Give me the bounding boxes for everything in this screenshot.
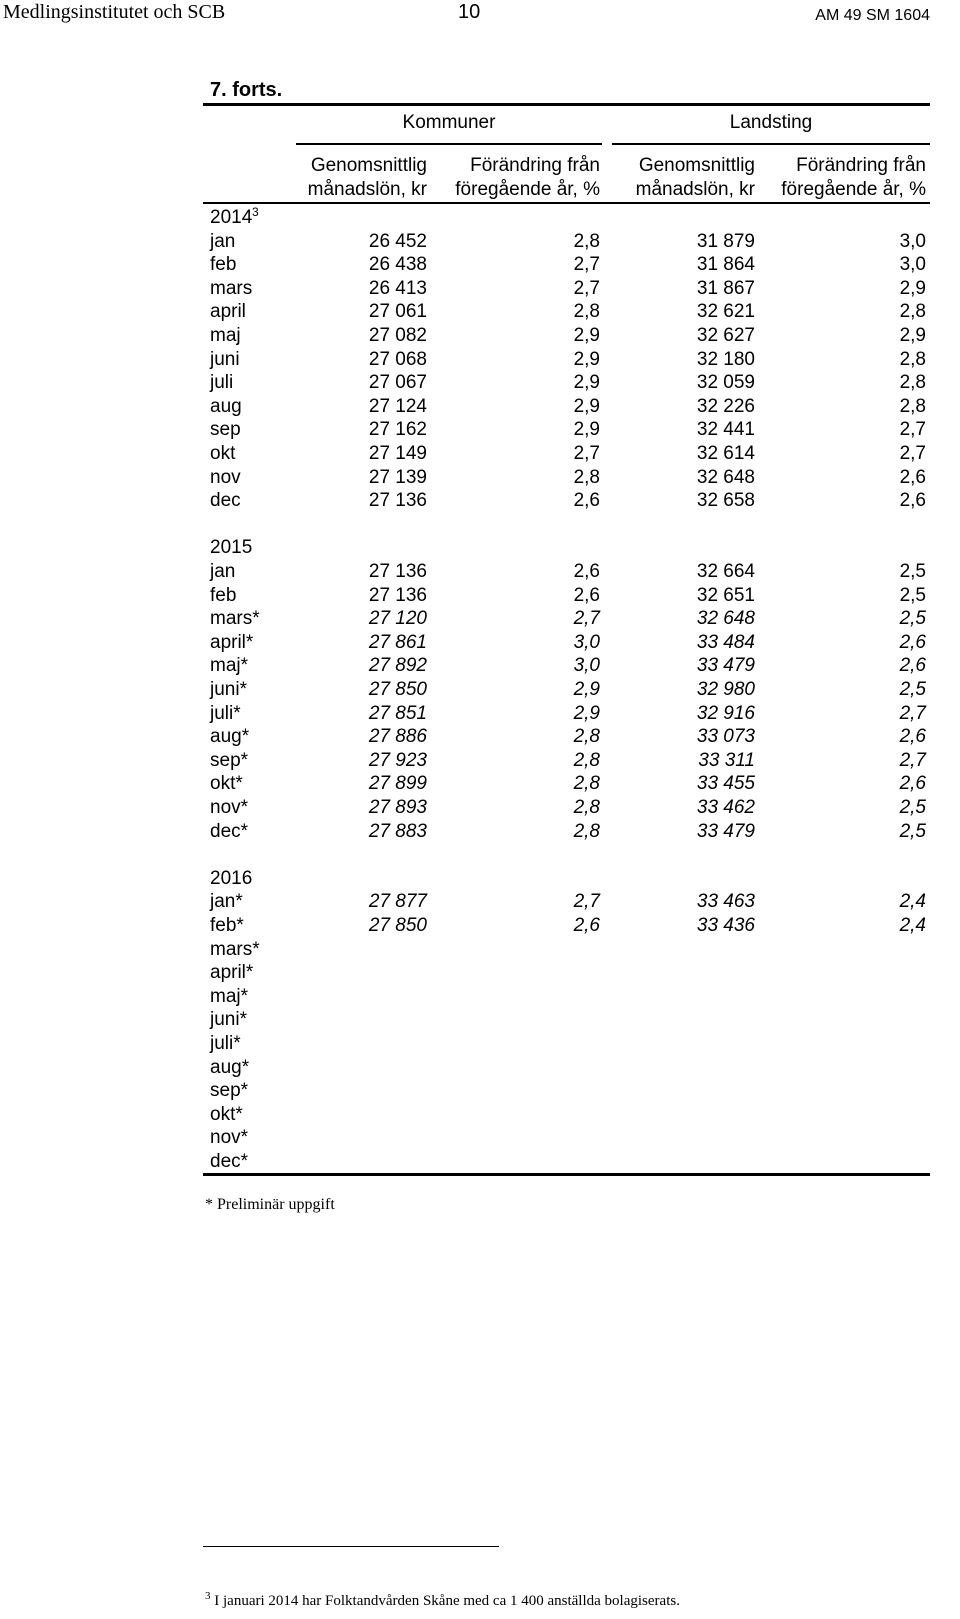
col-header-line-1: Genomsnittlig bbox=[310, 155, 427, 176]
month-label: okt bbox=[210, 443, 236, 464]
table-row bbox=[0, 914, 960, 938]
kommuner-salary-cell: 27 923 bbox=[368, 749, 427, 771]
page-number: 10 bbox=[458, 1, 481, 23]
kommuner-change-cell: 2,7 bbox=[573, 608, 600, 630]
kommuner-salary-cell: 27 850 bbox=[368, 679, 427, 700]
month-label: jan bbox=[210, 561, 236, 582]
kommuner-change-cell: 2,8 bbox=[573, 230, 600, 252]
landsting-salary-cell: 32 226 bbox=[696, 395, 755, 417]
col-header-kommuner-salary bbox=[308, 154, 427, 202]
kommuner-change-cell: 2,8 bbox=[573, 466, 600, 488]
year-row bbox=[0, 867, 960, 891]
landsting-salary-cell: 31 867 bbox=[696, 277, 755, 299]
footnote-marker: 3 bbox=[205, 1590, 211, 1602]
landsting-change-cell: 3,0 bbox=[899, 230, 926, 252]
landsting-salary-cell: 32 916 bbox=[696, 702, 755, 724]
col-header-line-2: månadslön, kr bbox=[635, 179, 755, 200]
kommuner-salary-cell: 27 877 bbox=[368, 891, 427, 913]
landsting-change-cell: 2,6 bbox=[899, 726, 926, 748]
month-label: april* bbox=[210, 962, 254, 984]
landsting-change-cell: 3,0 bbox=[899, 254, 926, 276]
table-row bbox=[0, 442, 960, 466]
month-label: april bbox=[210, 301, 246, 323]
month-label: sep bbox=[210, 419, 241, 441]
year-row bbox=[0, 206, 960, 230]
table-row bbox=[0, 607, 960, 631]
table-row bbox=[0, 230, 960, 254]
month-label: feb bbox=[210, 254, 237, 276]
month-label: juli* bbox=[210, 702, 241, 724]
footnote-separator bbox=[203, 1546, 499, 1547]
month-label: feb* bbox=[210, 915, 244, 936]
group-rule-kommuner bbox=[296, 143, 602, 145]
landsting-salary-cell: 32 621 bbox=[696, 301, 755, 323]
table-row bbox=[0, 371, 960, 395]
table-row bbox=[0, 1150, 960, 1174]
kommuner-change-cell: 2,6 bbox=[573, 915, 600, 936]
table-row bbox=[0, 985, 960, 1009]
landsting-salary-cell: 33 455 bbox=[696, 773, 755, 795]
landsting-change-cell: 2,4 bbox=[899, 891, 926, 913]
table-row bbox=[0, 1056, 960, 1080]
month-label: sep* bbox=[210, 1080, 249, 1102]
year-footnote-marker: 3 bbox=[252, 205, 259, 219]
landsting-salary-cell: 33 484 bbox=[696, 631, 755, 653]
month-label: dec* bbox=[210, 1151, 249, 1172]
kommuner-salary-cell: 27 067 bbox=[368, 372, 427, 394]
month-label: maj* bbox=[210, 985, 249, 1007]
header-report-id: AM 49 SM 1604 bbox=[815, 7, 930, 24]
col-header-line-1: Förändring från bbox=[470, 155, 600, 176]
month-label: okt* bbox=[210, 773, 243, 795]
kommuner-salary-cell: 27 136 bbox=[368, 490, 427, 512]
landsting-change-cell: 2,8 bbox=[899, 348, 926, 370]
landsting-change-cell: 2,7 bbox=[899, 749, 926, 771]
month-label: sep* bbox=[210, 749, 249, 771]
month-label: mars* bbox=[210, 608, 260, 630]
kommuner-salary-cell: 26 413 bbox=[368, 277, 427, 299]
month-label: aug bbox=[210, 395, 242, 417]
col-header-line-1: Genomsnittlig bbox=[638, 155, 755, 176]
kommuner-salary-cell: 27 149 bbox=[368, 443, 427, 464]
table-header-rule bbox=[203, 202, 930, 204]
kommuner-salary-cell: 27 136 bbox=[368, 584, 427, 606]
landsting-change-cell: 2,7 bbox=[899, 443, 926, 464]
table-row bbox=[0, 300, 960, 324]
table-bottom-rule bbox=[203, 1173, 930, 1176]
landsting-change-cell: 2,6 bbox=[899, 631, 926, 653]
col-header-line-2: föregående år, % bbox=[455, 179, 600, 200]
month-label: feb bbox=[210, 584, 237, 606]
footnote-text: I januari 2014 har Folktandvården Skåne med ca 1 400 anställda bolagiserats. bbox=[210, 1593, 680, 1609]
landsting-salary-cell: 32 980 bbox=[696, 679, 755, 700]
kommuner-salary-cell: 27 068 bbox=[368, 348, 427, 370]
landsting-change-cell: 2,6 bbox=[899, 490, 926, 512]
landsting-salary-cell: 32 441 bbox=[696, 419, 755, 441]
month-label: maj bbox=[210, 325, 241, 346]
group-rule-landsting bbox=[612, 143, 930, 145]
table-row bbox=[0, 253, 960, 277]
month-label: dec* bbox=[210, 820, 249, 842]
kommuner-salary-cell: 27 124 bbox=[368, 395, 427, 417]
table-row bbox=[0, 1103, 960, 1127]
kommuner-change-cell: 2,9 bbox=[573, 702, 600, 724]
landsting-change-cell: 2,6 bbox=[899, 466, 926, 488]
month-label: juni bbox=[210, 348, 240, 370]
month-label: nov* bbox=[210, 797, 249, 818]
landsting-change-cell: 2,6 bbox=[899, 773, 926, 795]
landsting-change-cell: 2,5 bbox=[899, 797, 926, 818]
landsting-change-cell: 2,8 bbox=[899, 395, 926, 417]
landsting-salary-cell: 31 879 bbox=[696, 230, 755, 252]
kommuner-salary-cell: 27 892 bbox=[368, 655, 427, 677]
table-top-rule bbox=[203, 103, 930, 106]
table-row bbox=[0, 395, 960, 419]
footnote bbox=[205, 1586, 680, 1611]
kommuner-change-cell: 2,8 bbox=[573, 301, 600, 323]
month-label: jan* bbox=[210, 891, 243, 913]
month-label: jan bbox=[210, 230, 236, 252]
landsting-change-cell: 2,5 bbox=[899, 679, 926, 700]
kommuner-change-cell: 2,9 bbox=[573, 348, 600, 370]
kommuner-salary-cell: 27 061 bbox=[368, 301, 427, 323]
kommuner-salary-cell: 27 883 bbox=[368, 820, 427, 842]
landsting-change-cell: 2,5 bbox=[899, 561, 926, 582]
kommuner-salary-cell: 27 082 bbox=[368, 325, 427, 346]
month-label: aug* bbox=[210, 1056, 250, 1078]
kommuner-salary-cell: 27 136 bbox=[368, 561, 427, 582]
month-label: okt* bbox=[210, 1103, 243, 1125]
landsting-change-cell: 2,9 bbox=[899, 325, 926, 346]
table-row bbox=[0, 820, 960, 844]
kommuner-salary-cell: 27 861 bbox=[368, 631, 427, 653]
table-row bbox=[0, 654, 960, 678]
table-row bbox=[0, 584, 960, 608]
table-row bbox=[0, 1008, 960, 1032]
landsting-change-cell: 2,8 bbox=[899, 372, 926, 394]
col-header-line-1: Förändring från bbox=[796, 155, 926, 176]
kommuner-change-cell: 2,9 bbox=[573, 679, 600, 700]
table-row bbox=[0, 560, 960, 584]
landsting-salary-cell: 32 648 bbox=[696, 466, 755, 488]
year-label: 2014 bbox=[210, 207, 253, 228]
year-label: 2016 bbox=[210, 867, 253, 889]
month-label: mars bbox=[210, 277, 253, 299]
table-row bbox=[0, 466, 960, 490]
table-row bbox=[0, 890, 960, 914]
landsting-change-cell: 2,5 bbox=[899, 608, 926, 630]
kommuner-salary-cell: 27 162 bbox=[368, 419, 427, 441]
kommuner-salary-cell: 26 438 bbox=[368, 254, 427, 276]
month-label: juni* bbox=[210, 1009, 247, 1031]
kommuner-change-cell: 2,6 bbox=[573, 584, 600, 606]
kommuner-change-cell: 3,0 bbox=[573, 631, 600, 653]
landsting-change-cell: 2,7 bbox=[899, 419, 926, 441]
month-label: maj* bbox=[210, 655, 249, 677]
table-row bbox=[0, 1032, 960, 1056]
header-publisher: Medlingsinstitutet och SCB bbox=[3, 1, 226, 23]
col-header-landsting-salary bbox=[636, 154, 755, 202]
landsting-change-cell: 2,7 bbox=[899, 702, 926, 724]
year-row bbox=[0, 536, 960, 560]
kommuner-change-cell: 2,7 bbox=[573, 891, 600, 913]
landsting-change-cell: 2,8 bbox=[899, 301, 926, 323]
kommuner-change-cell: 2,8 bbox=[573, 749, 600, 771]
kommuner-change-cell: 3,0 bbox=[573, 655, 600, 677]
kommuner-change-cell: 2,8 bbox=[573, 820, 600, 842]
table-title: 7. forts. bbox=[210, 79, 283, 101]
landsting-salary-cell: 32 664 bbox=[696, 561, 755, 582]
col-header-line-2: månadslön, kr bbox=[307, 179, 427, 200]
landsting-change-cell: 2,6 bbox=[899, 655, 926, 677]
landsting-salary-cell: 33 436 bbox=[696, 915, 755, 936]
table-row bbox=[0, 749, 960, 773]
landsting-change-cell: 2,4 bbox=[899, 915, 926, 936]
month-label: mars* bbox=[210, 938, 260, 960]
kommuner-change-cell: 2,8 bbox=[573, 797, 600, 818]
landsting-salary-cell: 32 180 bbox=[696, 348, 755, 370]
landsting-salary-cell: 33 479 bbox=[696, 655, 755, 677]
col-header-line-2: föregående år, % bbox=[781, 179, 926, 200]
table-row bbox=[0, 631, 960, 655]
table-row bbox=[0, 1079, 960, 1103]
kommuner-salary-cell: 27 886 bbox=[368, 726, 427, 748]
col-header-landsting-change bbox=[781, 154, 926, 202]
kommuner-salary-cell: 27 851 bbox=[368, 702, 427, 724]
month-label: dec bbox=[210, 490, 241, 512]
table-row bbox=[0, 277, 960, 301]
landsting-salary-cell: 33 311 bbox=[698, 749, 755, 771]
landsting-salary-cell: 33 462 bbox=[696, 797, 755, 818]
table-row bbox=[0, 772, 960, 796]
table-row bbox=[0, 324, 960, 348]
landsting-salary-cell: 32 614 bbox=[696, 443, 755, 464]
landsting-salary-cell: 31 864 bbox=[696, 254, 755, 276]
kommuner-change-cell: 2,9 bbox=[573, 395, 600, 417]
landsting-salary-cell: 32 627 bbox=[696, 325, 755, 346]
table-row bbox=[0, 678, 960, 702]
table-row bbox=[0, 796, 960, 820]
landsting-salary-cell: 32 648 bbox=[696, 608, 755, 630]
kommuner-change-cell: 2,9 bbox=[573, 325, 600, 346]
month-label: nov* bbox=[210, 1127, 249, 1149]
month-label: juni* bbox=[210, 679, 247, 700]
kommuner-salary-cell: 27 120 bbox=[368, 608, 427, 630]
preliminary-note: * Preliminär uppgift bbox=[205, 1196, 335, 1213]
table-row bbox=[0, 418, 960, 442]
kommuner-change-cell: 2,9 bbox=[573, 419, 600, 441]
kommuner-salary-cell: 27 893 bbox=[368, 797, 427, 818]
landsting-salary-cell: 33 479 bbox=[696, 820, 755, 842]
month-label: juli* bbox=[210, 1033, 241, 1054]
kommuner-change-cell: 2,7 bbox=[573, 277, 600, 299]
landsting-salary-cell: 32 059 bbox=[696, 372, 755, 394]
landsting-change-cell: 2,9 bbox=[899, 277, 926, 299]
month-label: april* bbox=[210, 631, 254, 653]
landsting-change-cell: 2,5 bbox=[899, 584, 926, 606]
month-label: juli bbox=[210, 372, 234, 394]
landsting-salary-cell: 32 658 bbox=[696, 490, 755, 512]
kommuner-change-cell: 2,8 bbox=[573, 773, 600, 795]
col-header-kommuner-change bbox=[455, 154, 600, 202]
group-header-landsting: Landsting bbox=[729, 112, 813, 133]
kommuner-change-cell: 2,8 bbox=[573, 726, 600, 748]
kommuner-change-cell: 2,6 bbox=[573, 561, 600, 582]
landsting-salary-cell: 33 073 bbox=[696, 726, 755, 748]
year-label: 2015 bbox=[210, 537, 253, 559]
kommuner-salary-cell: 27 899 bbox=[368, 773, 427, 795]
table-row bbox=[0, 961, 960, 985]
kommuner-salary-cell: 26 452 bbox=[368, 230, 427, 252]
month-label: aug* bbox=[210, 726, 250, 748]
table-row bbox=[0, 725, 960, 749]
month-label: nov bbox=[210, 466, 241, 488]
group-header-kommuner: Kommuner bbox=[402, 112, 496, 133]
landsting-salary-cell: 32 651 bbox=[696, 584, 755, 606]
kommuner-change-cell: 2,6 bbox=[573, 490, 600, 512]
table-row bbox=[0, 348, 960, 372]
kommuner-salary-cell: 27 850 bbox=[368, 915, 427, 936]
table-row bbox=[0, 702, 960, 726]
kommuner-change-cell: 2,7 bbox=[573, 443, 600, 464]
table-row bbox=[0, 489, 960, 513]
kommuner-salary-cell: 27 139 bbox=[368, 466, 427, 488]
landsting-salary-cell: 33 463 bbox=[696, 891, 755, 913]
kommuner-change-cell: 2,7 bbox=[573, 254, 600, 276]
table-row bbox=[0, 1126, 960, 1150]
table-row bbox=[0, 938, 960, 962]
kommuner-change-cell: 2,9 bbox=[573, 372, 600, 394]
landsting-change-cell: 2,5 bbox=[899, 820, 926, 842]
